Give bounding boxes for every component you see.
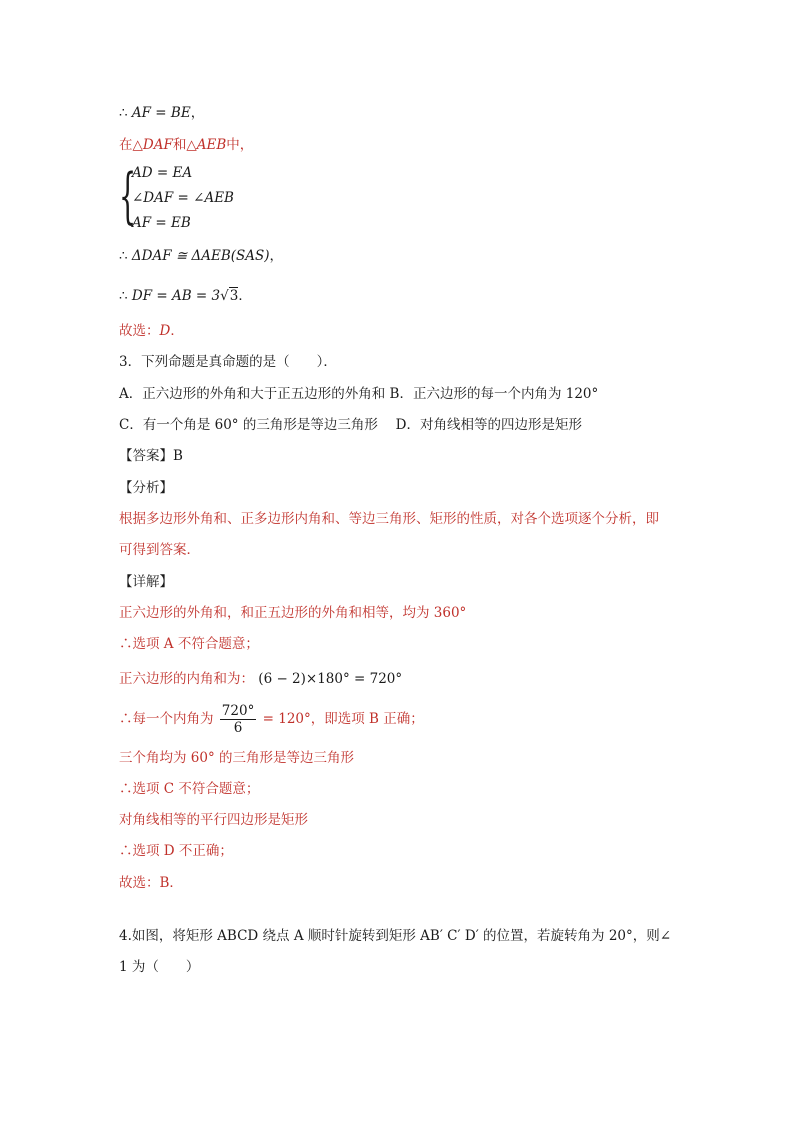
text-segment: 在△ bbox=[119, 137, 143, 153]
detail-line-3 bbox=[119, 670, 402, 688]
question-4-line-1: 4.如图，将矩形 ABCD 绕点 A 顺时针旋转到矩形 AB′ C′ D′ 的位置，若旋转角为 20°，则∠ bbox=[119, 928, 672, 944]
detail-line-4 bbox=[119, 703, 424, 736]
text-segment: 和△ bbox=[172, 137, 197, 153]
line-congruence bbox=[119, 247, 283, 265]
numerator: 720° bbox=[221, 703, 255, 719]
therefore-symbol: ∴ bbox=[119, 248, 128, 264]
text-segment: 故选： bbox=[119, 323, 160, 339]
answer-letter: D bbox=[159, 323, 171, 339]
triangle-name: DAF bbox=[142, 137, 173, 153]
line-choose-d bbox=[119, 322, 184, 340]
options-a-b: A．正六边形的外角和大于正五边形的外角和 B．正六边形的每一个内角为 120° bbox=[119, 386, 599, 402]
therefore-symbol: ∴ bbox=[119, 105, 128, 121]
line-triangle-intro bbox=[119, 136, 253, 154]
math-expression: ΔDAF ≅ ΔAEB(SAS) bbox=[131, 248, 270, 264]
fraction bbox=[220, 703, 257, 736]
line-af-be bbox=[119, 104, 204, 122]
math-expression: DF = AB = 3 bbox=[131, 288, 221, 304]
detail-line-9: 故选：B． bbox=[119, 875, 183, 891]
condition-3: AF = EB bbox=[132, 215, 191, 231]
punctuation: ． bbox=[170, 323, 184, 339]
punctuation: ． bbox=[238, 288, 252, 304]
detail-heading: 【详解】 bbox=[119, 574, 173, 590]
detail-line-6: ∴选项 C 不符合题意； bbox=[119, 781, 260, 797]
text-segment: 中， bbox=[226, 137, 254, 153]
denominator: 6 bbox=[233, 720, 243, 736]
text-segment: = 120°，即选项 B 正确； bbox=[262, 711, 424, 727]
options-c-d: C．有一个角是 60° 的三角形是等边三角形 D．对角线相等的四边形是矩形 bbox=[119, 417, 582, 433]
answer-label: 【答案】B bbox=[119, 448, 183, 464]
text-segment: 正六边形的内角和为： bbox=[119, 671, 254, 687]
analysis-text-2: 可得到答案． bbox=[119, 542, 200, 558]
radicand: 3 bbox=[229, 288, 239, 304]
left-brace: { bbox=[119, 161, 137, 231]
analysis-heading: 【分析】 bbox=[119, 480, 173, 496]
detail-line-8: ∴选项 D 不正确； bbox=[119, 843, 233, 859]
detail-line-1: 正六边形的外角和，和正五边形的外角和相等，均为 360° bbox=[119, 605, 467, 621]
detail-line-7: 对角线相等的平行四边形是矩形 bbox=[119, 812, 308, 828]
math-expression: (6 − 2)×180° = 720° bbox=[258, 671, 403, 687]
punctuation: ， bbox=[190, 105, 205, 121]
punctuation: ， bbox=[269, 248, 284, 264]
therefore-symbol: ∴ bbox=[119, 288, 128, 304]
sqrt-symbol: √ bbox=[220, 288, 229, 304]
detail-line-5: 三个角均为 60° 的三角形是等边三角形 bbox=[119, 750, 355, 766]
detail-line-2: ∴选项 A 不符合题意； bbox=[119, 636, 259, 652]
text-segment: ∴每一个内角为 bbox=[119, 711, 214, 727]
math-expression: AF = BE bbox=[131, 105, 191, 121]
question-4-line-2: 1 为（ ） bbox=[119, 959, 200, 975]
triangle-name: AEB bbox=[196, 137, 227, 153]
condition-1: AD = EA bbox=[132, 165, 193, 181]
analysis-text-1: 根据多边形外角和、正多边形内角和、等边三角形、矩形的性质，对各个选项逐个分析，即 bbox=[119, 511, 659, 527]
line-df-ab bbox=[119, 287, 252, 305]
congruence-conditions bbox=[119, 163, 319, 233]
question-3: 3．下列命题是真命题的是（ ）． bbox=[119, 354, 337, 370]
condition-2: ∠DAF = ∠AEB bbox=[132, 190, 234, 206]
